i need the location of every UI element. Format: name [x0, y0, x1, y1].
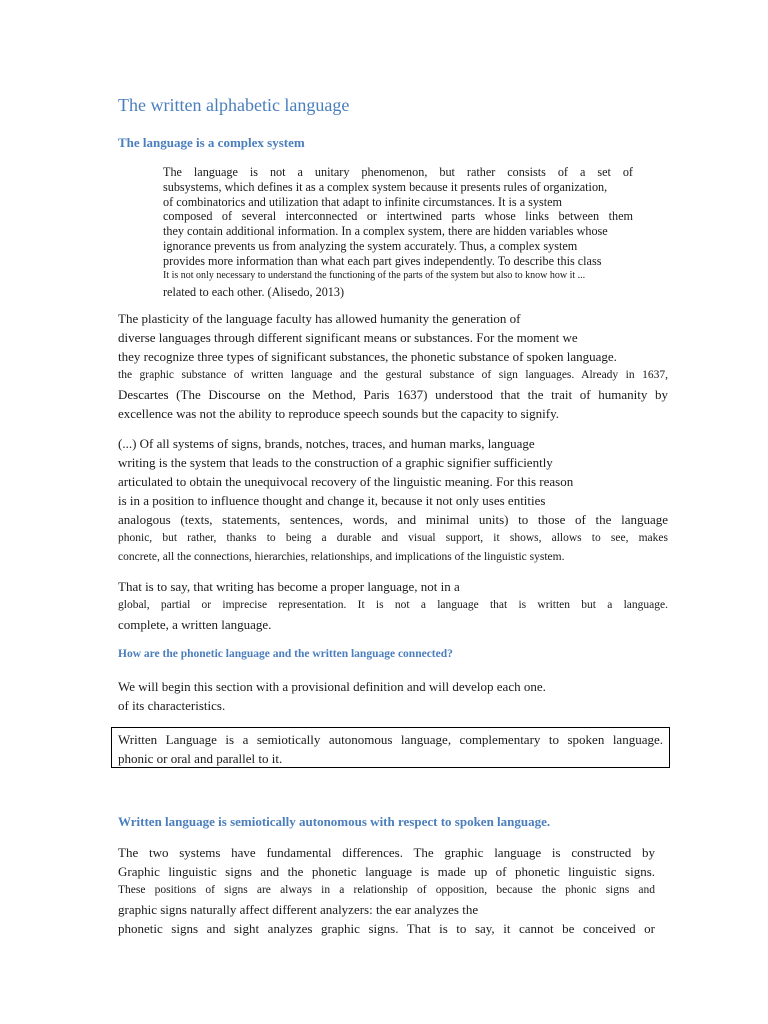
paragraph-line: (...) Of all systems of signs, brands, notches, traces, and human marks, language	[118, 436, 535, 451]
paragraph-line: That is to say, that writing has become a proper language, not in a	[118, 579, 460, 594]
quote-line: ignorance prevents us from analyzing the system accurately. Thus, a complex system	[163, 238, 578, 253]
paragraph-line: writing is the system that leads to the construction of a graphic signifier sufficiently	[118, 455, 553, 470]
paragraph-line: graphic signs naturally affect different analyzers: the ear analyzes the	[118, 902, 479, 917]
paragraph-line: is in a position to influence thought and change it, because it not only uses entities	[118, 493, 546, 508]
paragraph-definition-intro	[118, 677, 668, 715]
paragraph-line: global, partial or imprecise representation. It is not a language that is written but a language.	[118, 599, 668, 611]
paragraph-line: of its characteristics.	[118, 698, 226, 713]
quote-line: subsystems, which defines it as a complex system because it presents rules of organization,	[163, 179, 608, 194]
paragraph-line: phonic, but rather, thanks to being a durable and visual support, it shows, allows to see, makes	[118, 532, 668, 544]
paragraph-line: Descartes (The Discourse on the Method, Paris 1637) understood that the trait of humanity by	[118, 387, 668, 402]
paragraph-two-systems	[118, 843, 655, 938]
section-heading-autonomous: Written language is semiotically autonomous with respect to spoken language.	[118, 814, 551, 829]
quote-line: they contain additional information. In a complex system, there are hidden variables whose	[163, 224, 608, 239]
paragraph-line: These positions of signs are always in a relationship of opposition, because the phonic signs and	[118, 884, 655, 896]
quote-line: composed of several interconnected or intertwined parts whose links between them	[163, 209, 633, 224]
quote-line: of combinatorics and utilization that adapt to infinite circumstances. It is a system	[163, 194, 563, 209]
paragraph-line: they recognize three types of significant substances, the phonetic substance of spoken language.	[118, 349, 617, 364]
paragraph-line: Graphic linguistic signs and the phonetic language is made up of phonetic linguistic signs.	[118, 864, 655, 879]
paragraph-line: analogous (texts, statements, sentences, words, and minimal units) to those of the language	[118, 512, 668, 527]
quote-line: It is not only necessary to understand the functioning of the parts of the system but also to know how it ...	[163, 269, 586, 281]
definition-line: phonic or oral and parallel to it.	[118, 751, 283, 766]
paragraph-line: concrete, all the connections, hierarchies, relationships, and implications of the linguistic system.	[118, 551, 565, 563]
paragraph-line: articulated to obtain the unequivocal recovery of the linguistic meaning. For this reason	[118, 474, 574, 489]
definition-line: Written Language is a semiotically autonomous language, complementary to spoken language.	[118, 732, 663, 747]
section-heading-connection: How are the phonetic language and the written language connected?	[118, 648, 453, 660]
paragraph-writing-system	[118, 434, 668, 567]
quote-line: related to each other. (Alisedo, 2013)	[163, 285, 345, 300]
paragraph-line: We will begin this section with a provisional definition and will develop each one.	[118, 679, 546, 694]
block-quote	[163, 165, 633, 300]
definition-box	[111, 727, 670, 768]
paragraph-line: The plasticity of the language faculty has allowed humanity the generation of	[118, 311, 521, 326]
paragraph-line: diverse languages through different significant means or substances. For the moment we	[118, 330, 578, 345]
quote-line: The language is not a unitary phenomenon, but rather consists of a set of	[163, 165, 633, 179]
section-heading-complex-system: The language is a complex system	[118, 135, 305, 150]
paragraph-proper-language	[118, 577, 668, 634]
paragraph-plasticity	[118, 309, 668, 423]
paragraph-line: excellence was not the ability to reproduce speech sounds but the capacity to signify.	[118, 406, 560, 421]
paragraph-line: the graphic substance of written language and the gestural substance of sign languages. Already in 1637,	[118, 369, 668, 381]
document-title: The written alphabetic language	[118, 95, 350, 115]
paragraph-line: complete, a written language.	[118, 617, 272, 632]
paragraph-line: The two systems have fundamental differences. The graphic language is constructed by	[118, 845, 655, 860]
paragraph-line: phonetic signs and sight analyzes graphic signs. That is to say, it cannot be conceived or	[118, 921, 655, 936]
quote-line: provides more information than what each part gives independently. To describe this class	[163, 253, 602, 268]
